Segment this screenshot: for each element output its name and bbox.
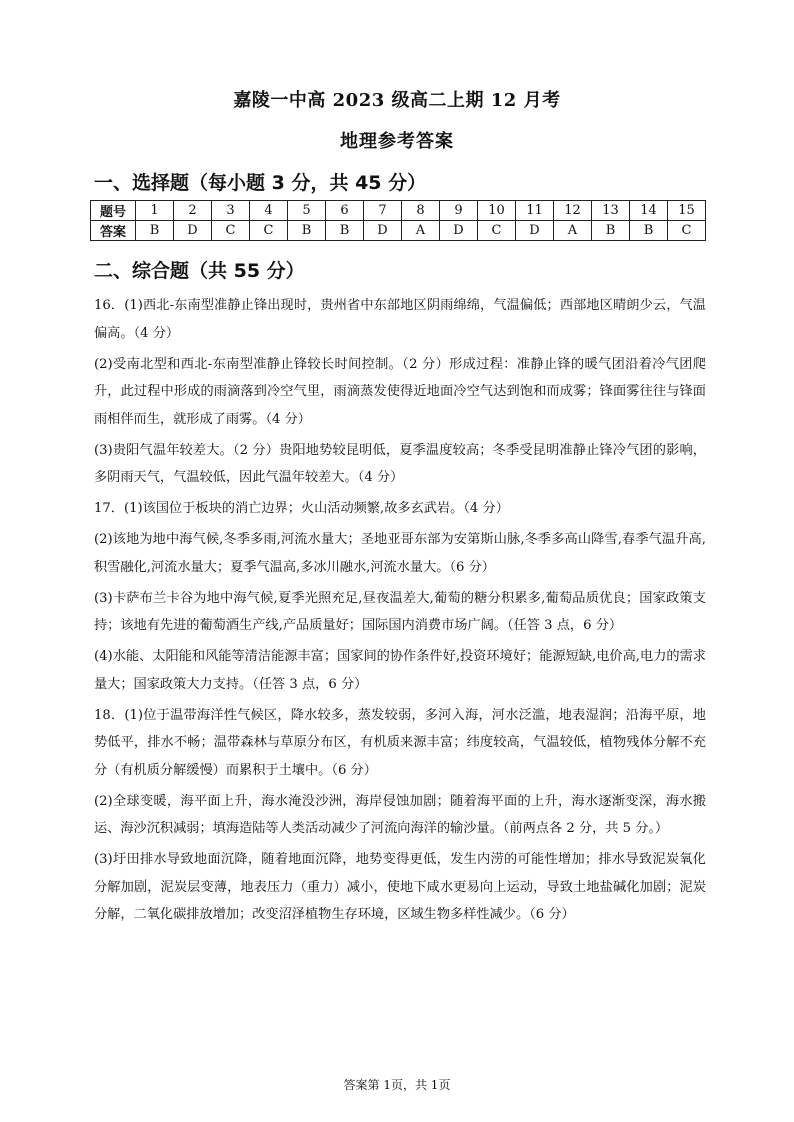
question-number-cell: 13 [592, 201, 630, 221]
answer-cell: B [326, 221, 364, 241]
answer-paragraph: 16．(1)西北-东南型准静止锋出现时，贵州省中东部地区阴雨绵绵，气温偏低；西部地区晴朗少云，气温偏高。（4 分） [94, 298, 706, 341]
answer-row [91, 221, 706, 241]
answer-cell: D [440, 221, 478, 241]
section-choice-heading: 一、选择题（每小题 3 分，共 45 分） [94, 172, 427, 194]
question-number-cell: 3 [212, 201, 250, 221]
answer-cell: D [516, 221, 554, 241]
row-label-answer: 答案 [91, 221, 136, 241]
answer-paragraph: (2)全球变暖，海平面上升，海水淹没沙洲，海岸侵蚀加剧；随着海平面的上升，海水逐渐变深，海水搬运、海沙沉积减弱；填海造陆等人类活动减少了河流向海洋的输沙量。（前两点各 2 分，共 5 分。） [94, 793, 706, 836]
answer-paragraph: (2)该地为地中海气候,冬季多雨,河流水量大；圣地亚哥东部为安第斯山脉,冬季多高山降雪,春季气温升高,积雪融化,河流水量大；夏季气温高,多冰川融水,河流水量大。（6 分） [94, 532, 706, 575]
exam-title: 嘉陵一中高 2023 级高二上期 12 月考 [233, 90, 561, 111]
answer-paragraph: 18．(1)位于温带海洋性气候区，降水较多，蒸发较弱，多河入海，河水泛滥，地表湿润；沿海平原，地势低平，排水不畅；温带森林与草原分布区，有机质来源丰富；纬度较高，气温较低，植物残体分解不充分（有机质分解缓慢）而累积于土壤中。（6 分） [94, 707, 706, 778]
question-number-cell: 4 [250, 201, 288, 221]
answer-paragraph: (3)圩田排水导致地面沉降，随着地面沉降，地势变得更低，发生内涝的可能性增加；排水导致泥炭氧化分解加剧，泥炭层变薄，地表压力（重力）减小，使地下咸水更易向上运动，导致土地盐碱化加剧；泥炭分解，二氧化碳排放增加；改变沼泽植物生存环境，区域生物多样性减少。（6 分） [94, 852, 706, 922]
exam-subtitle: 地理参考答案 [340, 131, 454, 152]
answer-paragraph: (3)卡萨布兰卡谷为地中海气候,夏季光照充足,昼夜温差大,葡萄的糖分积累多,葡萄品质优良；国家政策支持；该地有先进的葡萄酒生产线,产品质量好；国际国内消费市场广阔。（任答 3 点，6 分） [94, 590, 706, 633]
answer-cell: C [478, 221, 516, 241]
answer-paragraph: (2)受南北型和西北-东南型准静止锋较长时间控制。（2 分）形成过程：准静止锋的暖气团沿着冷气团爬升，此过程中形成的雨滴落到冷空气里，雨滴蒸发使得近地面冷空气达到饱和而成雾；锋面雾往往与锋面雨相伴而生，就形成了雨雾。（4 分） [94, 356, 706, 427]
question-number-cell: 11 [516, 201, 554, 221]
question-number-row [91, 201, 706, 221]
question-number-cell: 5 [288, 201, 326, 221]
answer-table [90, 200, 706, 241]
question-number-cell: 10 [478, 201, 516, 221]
question-number-cell: 8 [402, 201, 440, 221]
question-number-cell: 7 [364, 201, 402, 221]
answer-cell: D [364, 221, 402, 241]
question-number-cell: 14 [630, 201, 668, 221]
answer-paragraph: (4)水能、太阳能和风能等清洁能源丰富；国家间的协作条件好,投资环境好；能源短缺,电价高,电力的需求量大；国家政策大力支持。（任答 3 点，6 分） [94, 649, 706, 692]
question-number-cell: 9 [440, 201, 478, 221]
answer-paragraph: 17．(1)该国位于板块的消亡边界；火山活动频繁,故多玄武岩。（4 分） [94, 501, 509, 516]
question-number-cell: 6 [326, 201, 364, 221]
answer-cell: A [554, 221, 592, 241]
question-number-cell: 12 [554, 201, 592, 221]
section-comprehensive-heading: 二、综合题（共 55 分） [94, 260, 305, 282]
question-number-cell: 2 [174, 201, 212, 221]
answer-cell: A [402, 221, 440, 241]
answer-cell: C [250, 221, 288, 241]
page-footer: 答案第 1页，共 1页 [343, 1078, 451, 1092]
answer-cell: B [630, 221, 668, 241]
answer-cell: B [136, 221, 174, 241]
answer-body [94, 292, 706, 932]
row-label-number: 题号 [91, 201, 136, 221]
question-number-cell: 1 [136, 201, 174, 221]
answer-cell: C [668, 221, 706, 241]
answer-cell: C [212, 221, 250, 241]
answer-paragraph: (3)贵阳气温年较差大。（2 分）贵阳地势较昆明低，夏季温度较高；冬季受昆明准静止锋冷气团的影响，多阴雨天气，气温较低，因此气温年较差大。（4 分） [94, 442, 706, 485]
answer-cell: B [592, 221, 630, 241]
answer-cell: D [174, 221, 212, 241]
answer-cell: B [288, 221, 326, 241]
question-number-cell: 15 [668, 201, 706, 221]
